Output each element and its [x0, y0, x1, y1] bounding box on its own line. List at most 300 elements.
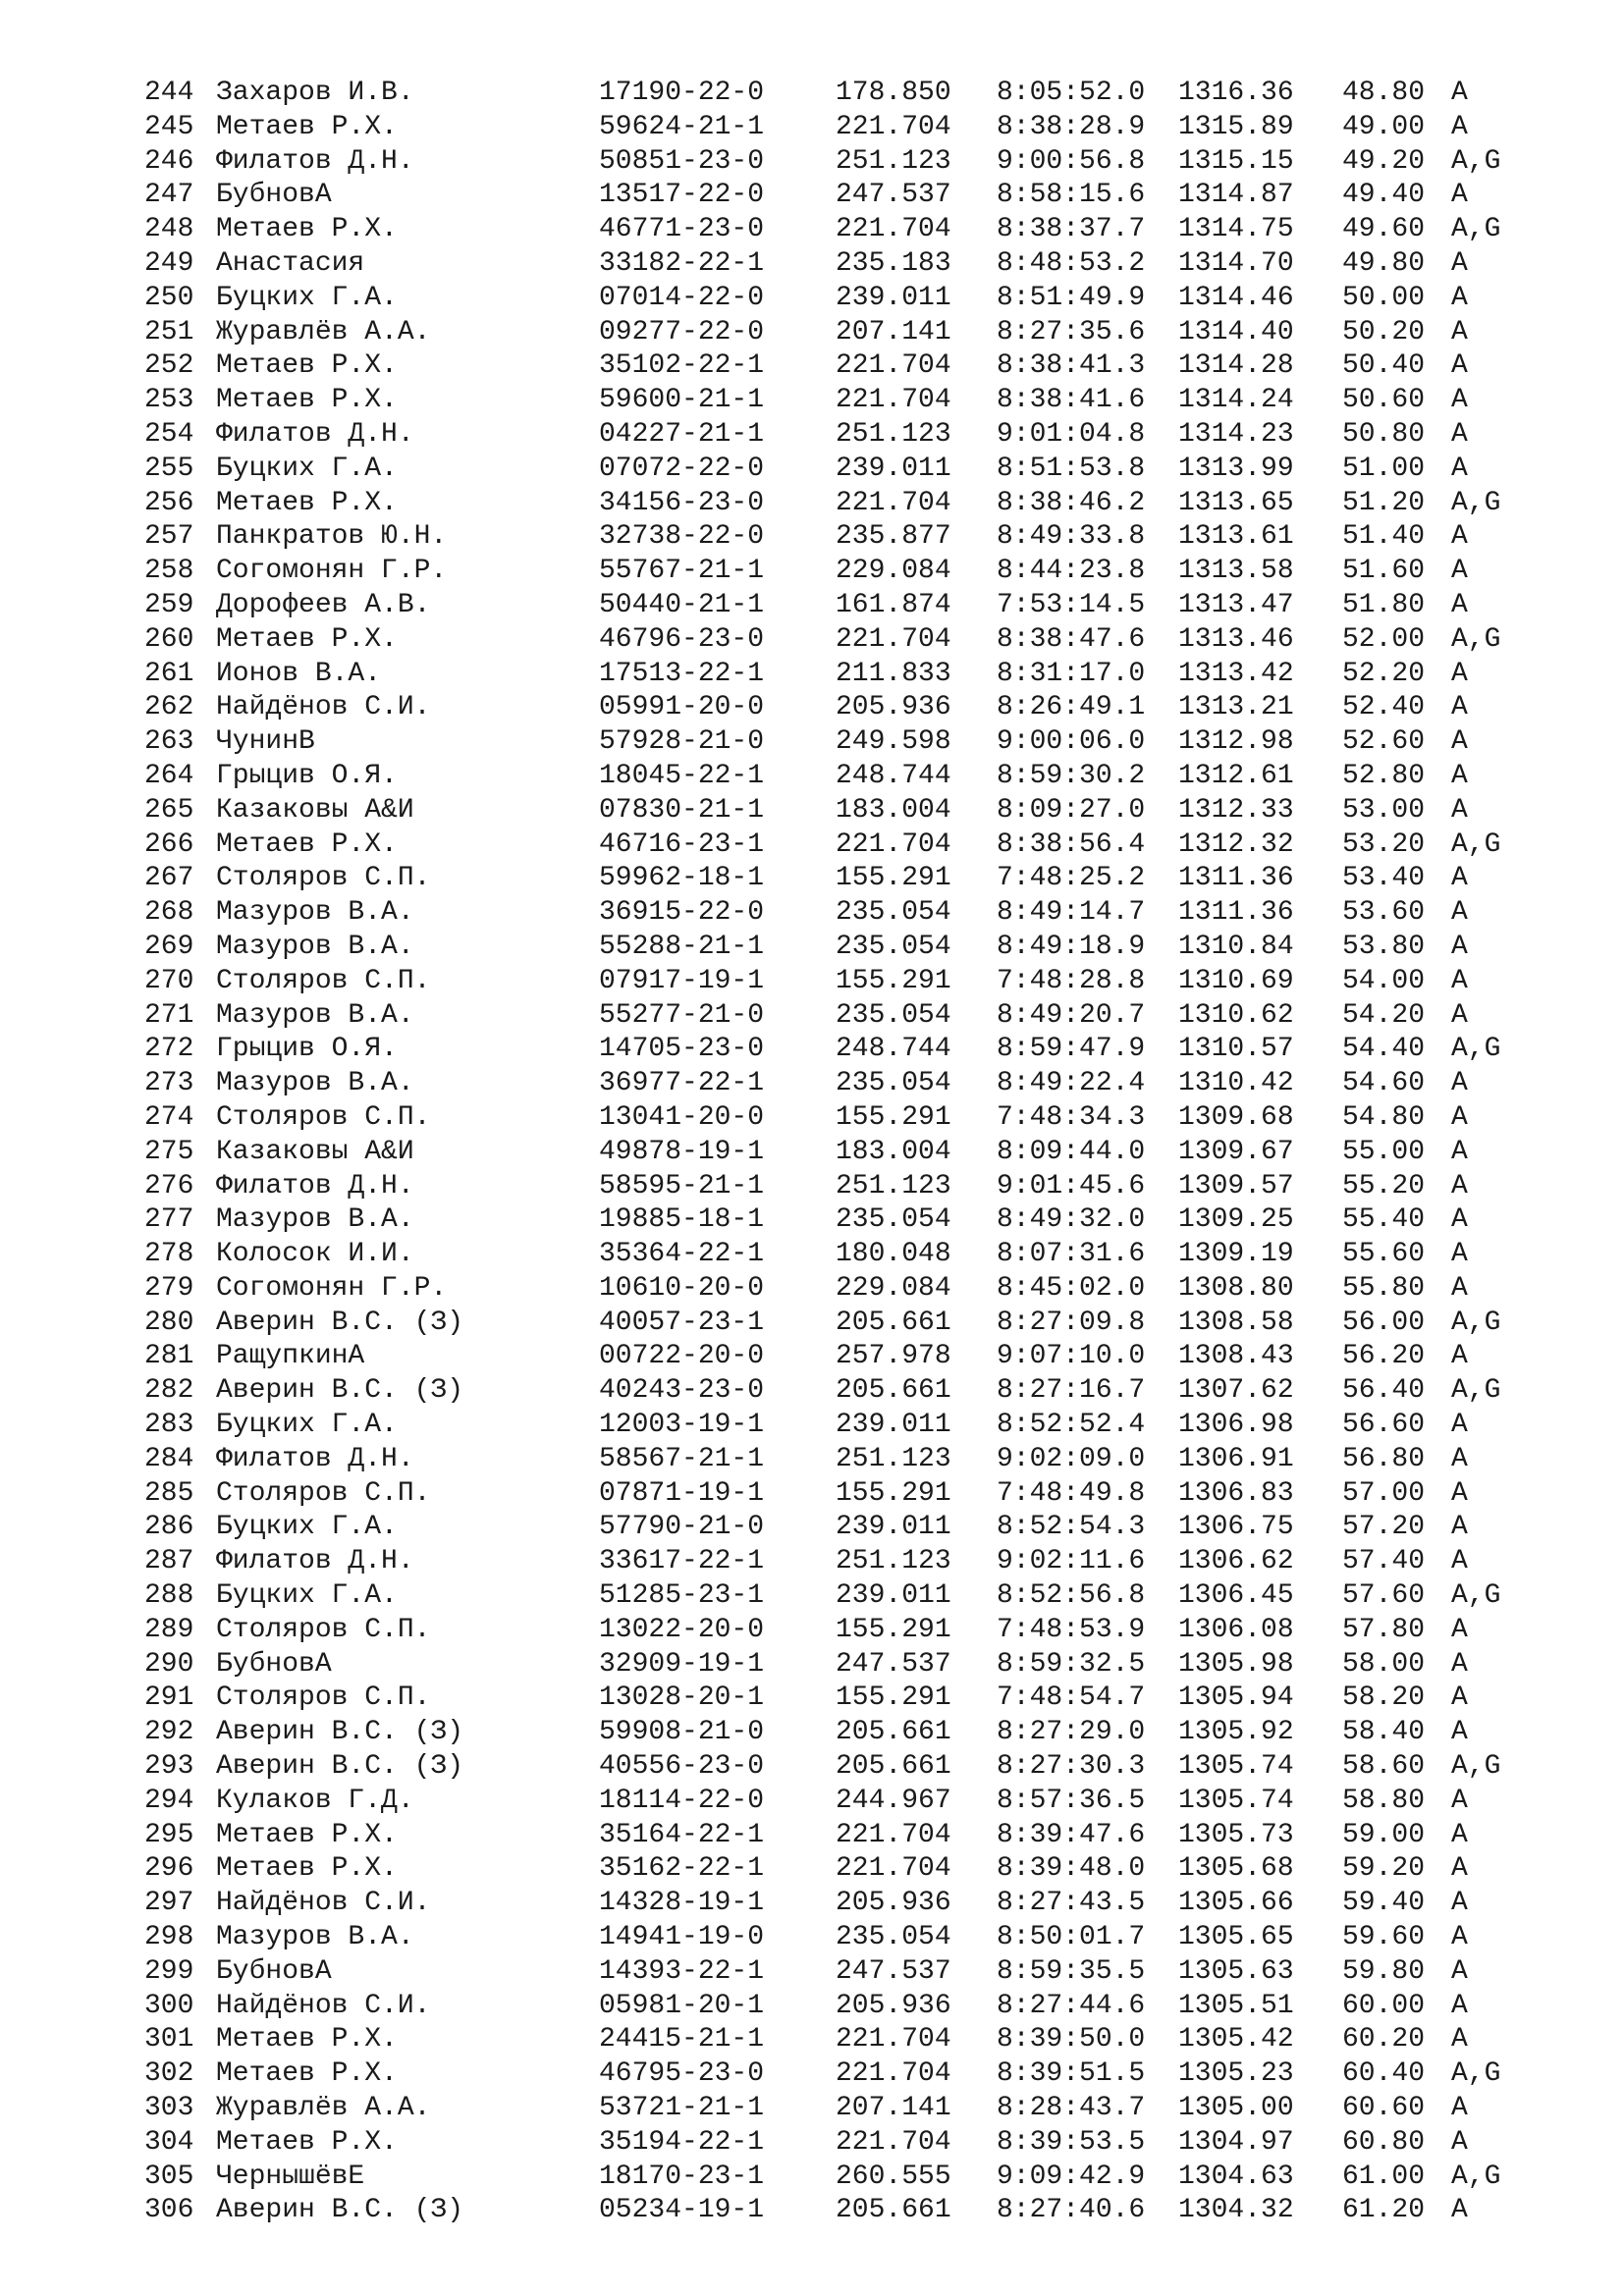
table-row: [144, 145, 1539, 180]
points-cell: 60.20: [1342, 2024, 1426, 2056]
table-row: [144, 1203, 1539, 1238]
points-cell: 55.40: [1342, 1204, 1426, 1236]
name-cell: Мазуров В.А.: [216, 1204, 414, 1236]
speed-cell: 1304.97: [1178, 2126, 1294, 2158]
ring-number-cell: 10610-20-0: [599, 1272, 765, 1304]
table-row: [144, 1443, 1539, 1477]
class-cell: A: [1451, 897, 1468, 929]
name-cell: Ионов В.А.: [216, 658, 382, 689]
ring-number-cell: 13028-20-1: [599, 1682, 765, 1714]
name-cell: Аверин В.С. (З): [216, 1375, 464, 1407]
speed-cell: 1309.25: [1178, 1204, 1294, 1236]
time-cell: 8:57:36.5: [997, 1785, 1146, 1816]
rank-cell: 281: [144, 1341, 194, 1372]
points-cell: 50.60: [1342, 385, 1426, 416]
distance-cell: 221.704: [836, 487, 951, 518]
time-cell: 8:49:22.4: [997, 1068, 1146, 1099]
speed-cell: 1305.68: [1178, 1853, 1294, 1885]
class-cell: A: [1451, 1922, 1468, 1953]
rank-cell: 259: [144, 589, 194, 620]
speed-cell: 1305.23: [1178, 2058, 1294, 2090]
class-cell: A: [1451, 1272, 1468, 1304]
ring-number-cell: 33617-22-1: [599, 1546, 765, 1577]
table-row: [144, 1033, 1539, 1067]
ring-number-cell: 55767-21-1: [599, 556, 765, 587]
speed-cell: 1308.43: [1178, 1341, 1294, 1372]
distance-cell: 247.537: [836, 1955, 951, 1987]
table-row: [144, 111, 1539, 145]
points-cell: 49.20: [1342, 145, 1426, 177]
ring-number-cell: 18114-22-0: [599, 1785, 765, 1816]
time-cell: 8:45:02.0: [997, 1272, 1146, 1304]
speed-cell: 1310.69: [1178, 965, 1294, 996]
rank-cell: 305: [144, 2161, 194, 2192]
time-cell: 9:00:06.0: [997, 726, 1146, 758]
points-cell: 61.00: [1342, 2161, 1426, 2192]
distance-cell: 207.141: [836, 316, 951, 347]
name-cell: Метаев Р.Х.: [216, 214, 398, 245]
points-cell: 55.80: [1342, 1272, 1426, 1304]
rank-cell: 277: [144, 1204, 194, 1236]
points-cell: 58.60: [1342, 1751, 1426, 1783]
distance-cell: 239.011: [836, 453, 951, 484]
time-cell: 9:02:11.6: [997, 1546, 1146, 1577]
distance-cell: 205.661: [836, 1375, 951, 1407]
distance-cell: 155.291: [836, 1682, 951, 1714]
table-row: [144, 896, 1539, 931]
table-row: [144, 1682, 1539, 1716]
rank-cell: 275: [144, 1136, 194, 1167]
class-cell: A: [1451, 1682, 1468, 1714]
points-cell: 59.00: [1342, 1819, 1426, 1850]
table-row: [144, 349, 1539, 384]
speed-cell: 1313.46: [1178, 623, 1294, 655]
speed-cell: 1309.68: [1178, 1101, 1294, 1133]
class-cell: A,G: [1451, 487, 1501, 518]
table-row: [144, 1067, 1539, 1101]
time-cell: 8:39:53.5: [997, 2126, 1146, 2158]
speed-cell: 1311.36: [1178, 897, 1294, 929]
distance-cell: 235.054: [836, 931, 951, 962]
class-cell: A: [1451, 1614, 1468, 1645]
time-cell: 8:09:44.0: [997, 1136, 1146, 1167]
table-row: [144, 1170, 1539, 1204]
time-cell: 8:38:56.4: [997, 828, 1146, 860]
table-row: [144, 931, 1539, 965]
rank-cell: 244: [144, 78, 194, 108]
time-cell: 8:49:32.0: [997, 1204, 1146, 1236]
points-cell: 56.40: [1342, 1375, 1426, 1407]
rank-cell: 253: [144, 385, 194, 416]
time-cell: 8:27:35.6: [997, 316, 1146, 347]
speed-cell: 1308.58: [1178, 1307, 1294, 1338]
class-cell: A,G: [1451, 828, 1501, 860]
points-cell: 59.20: [1342, 1853, 1426, 1885]
class-cell: A: [1451, 2024, 1468, 2056]
speed-cell: 1314.75: [1178, 214, 1294, 245]
name-cell: Найдёнов С.И.: [216, 692, 431, 723]
speed-cell: 1314.23: [1178, 418, 1294, 450]
time-cell: 8:38:41.6: [997, 385, 1146, 416]
table-row: [144, 1307, 1539, 1341]
table-row: [144, 1238, 1539, 1272]
ring-number-cell: 00722-20-0: [599, 1341, 765, 1372]
distance-cell: 235.183: [836, 247, 951, 279]
name-cell: Мазуров В.А.: [216, 1068, 414, 1099]
distance-cell: 155.291: [836, 965, 951, 996]
time-cell: 8:49:20.7: [997, 999, 1146, 1031]
speed-cell: 1304.63: [1178, 2161, 1294, 2192]
table-row: [144, 1990, 1539, 2024]
speed-cell: 1313.58: [1178, 556, 1294, 587]
class-cell: A: [1451, 1068, 1468, 1099]
speed-cell: 1311.36: [1178, 863, 1294, 894]
distance-cell: 205.661: [836, 1751, 951, 1783]
time-cell: 8:39:47.6: [997, 1819, 1146, 1850]
table-row: [144, 623, 1539, 658]
name-cell: Столяров С.П.: [216, 1477, 431, 1509]
table-row: [144, 2194, 1539, 2228]
time-cell: 8:59:30.2: [997, 760, 1146, 791]
points-cell: 55.60: [1342, 1239, 1426, 1270]
ring-number-cell: 53721-21-1: [599, 2093, 765, 2124]
ring-number-cell: 13517-22-0: [599, 180, 765, 211]
name-cell: Столяров С.П.: [216, 863, 431, 894]
points-cell: 50.80: [1342, 418, 1426, 450]
speed-cell: 1308.80: [1178, 1272, 1294, 1304]
name-cell: Буцких Г.А.: [216, 1410, 398, 1441]
time-cell: 8:52:56.8: [997, 1580, 1146, 1612]
rank-cell: 300: [144, 1990, 194, 2021]
speed-cell: 1309.57: [1178, 1170, 1294, 1201]
points-cell: 59.40: [1342, 1888, 1426, 1919]
class-cell: A: [1451, 418, 1468, 450]
ring-number-cell: 17513-22-1: [599, 658, 765, 689]
ring-number-cell: 46796-23-0: [599, 623, 765, 655]
time-cell: 8:59:32.5: [997, 1648, 1146, 1680]
name-cell: Согомонян Г.Р.: [216, 556, 448, 587]
points-cell: 54.20: [1342, 999, 1426, 1031]
rank-cell: 296: [144, 1853, 194, 1885]
class-cell: A: [1451, 2126, 1468, 2158]
class-cell: A: [1451, 1204, 1468, 1236]
table-row: [144, 794, 1539, 828]
points-cell: 60.60: [1342, 2093, 1426, 2124]
distance-cell: 247.537: [836, 180, 951, 211]
speed-cell: 1314.40: [1178, 316, 1294, 347]
distance-cell: 248.744: [836, 760, 951, 791]
speed-cell: 1307.62: [1178, 1375, 1294, 1407]
ring-number-cell: 12003-19-1: [599, 1410, 765, 1441]
table-row: [144, 1101, 1539, 1136]
name-cell: Грыцив О.Я.: [216, 1034, 398, 1065]
speed-cell: 1306.91: [1178, 1443, 1294, 1474]
table-row: [144, 1819, 1539, 1853]
class-cell: A: [1451, 1101, 1468, 1133]
distance-cell: 251.123: [836, 1443, 951, 1474]
name-cell: Колосок И.И.: [216, 1239, 414, 1270]
ring-number-cell: 40057-23-1: [599, 1307, 765, 1338]
name-cell: ЧунинВ: [216, 726, 315, 758]
time-cell: 8:27:09.8: [997, 1307, 1146, 1338]
distance-cell: 205.936: [836, 692, 951, 723]
ring-number-cell: 49878-19-1: [599, 1136, 765, 1167]
rank-cell: 272: [144, 1034, 194, 1065]
distance-cell: 221.704: [836, 2024, 951, 2056]
rank-cell: 304: [144, 2126, 194, 2158]
points-cell: 57.40: [1342, 1546, 1426, 1577]
table-row: [144, 1340, 1539, 1374]
distance-cell: 235.877: [836, 521, 951, 553]
ring-number-cell: 58595-21-1: [599, 1170, 765, 1201]
ring-number-cell: 35364-22-1: [599, 1239, 765, 1270]
distance-cell: 178.850: [836, 78, 951, 108]
table-row: [144, 828, 1539, 863]
ring-number-cell: 36915-22-0: [599, 897, 765, 929]
time-cell: 8:27:44.6: [997, 1990, 1146, 2021]
speed-cell: 1314.28: [1178, 350, 1294, 382]
name-cell: Филатов Д.Н.: [216, 145, 414, 177]
points-cell: 53.00: [1342, 794, 1426, 826]
name-cell: БубновА: [216, 1648, 332, 1680]
speed-cell: 1314.87: [1178, 180, 1294, 211]
points-cell: 54.60: [1342, 1068, 1426, 1099]
table-row: [144, 453, 1539, 487]
table-row: [144, 862, 1539, 896]
points-cell: 49.60: [1342, 214, 1426, 245]
ring-number-cell: 34156-23-0: [599, 487, 765, 518]
distance-cell: 244.967: [836, 1785, 951, 1816]
rank-cell: 252: [144, 350, 194, 382]
distance-cell: 205.661: [836, 1307, 951, 1338]
class-cell: A: [1451, 1512, 1468, 1543]
rank-cell: 268: [144, 897, 194, 929]
ring-number-cell: 05234-19-1: [599, 2195, 765, 2226]
rank-cell: 270: [144, 965, 194, 996]
distance-cell: 207.141: [836, 2093, 951, 2124]
points-cell: 56.60: [1342, 1410, 1426, 1441]
name-cell: Буцких Г.А.: [216, 1580, 398, 1612]
ring-number-cell: 55288-21-1: [599, 931, 765, 962]
time-cell: 9:02:09.0: [997, 1443, 1146, 1474]
ring-number-cell: 59908-21-0: [599, 1717, 765, 1748]
time-cell: 8:05:52.0: [997, 78, 1146, 108]
table-row: [144, 2092, 1539, 2126]
table-row: [144, 1750, 1539, 1785]
points-cell: 52.20: [1342, 658, 1426, 689]
time-cell: 7:48:34.3: [997, 1101, 1146, 1133]
name-cell: Филатов Д.Н.: [216, 1170, 414, 1201]
time-cell: 8:07:31.6: [997, 1239, 1146, 1270]
rank-cell: 261: [144, 658, 194, 689]
class-cell: A,G: [1451, 1375, 1501, 1407]
speed-cell: 1313.65: [1178, 487, 1294, 518]
points-cell: 52.00: [1342, 623, 1426, 655]
distance-cell: 205.936: [836, 1990, 951, 2021]
ring-number-cell: 14941-19-0: [599, 1922, 765, 1953]
distance-cell: 251.123: [836, 1170, 951, 1201]
name-cell: Казаковы А&И: [216, 794, 414, 826]
distance-cell: 257.978: [836, 1341, 951, 1372]
time-cell: 8:27:30.3: [997, 1751, 1146, 1783]
points-cell: 54.40: [1342, 1034, 1426, 1065]
table-row: [144, 77, 1539, 111]
class-cell: A: [1451, 316, 1468, 347]
speed-cell: 1305.42: [1178, 2024, 1294, 2056]
distance-cell: 183.004: [836, 794, 951, 826]
class-cell: A: [1451, 1888, 1468, 1919]
distance-cell: 239.011: [836, 1580, 951, 1612]
rank-cell: 282: [144, 1375, 194, 1407]
time-cell: 8:31:17.0: [997, 658, 1146, 689]
ring-number-cell: 05991-20-0: [599, 692, 765, 723]
class-cell: A: [1451, 1853, 1468, 1885]
time-cell: 9:01:04.8: [997, 418, 1146, 450]
name-cell: Столяров С.П.: [216, 965, 431, 996]
points-cell: 60.80: [1342, 2126, 1426, 2158]
points-cell: 61.20: [1342, 2195, 1426, 2226]
results-table: [144, 77, 1539, 2228]
ring-number-cell: 57928-21-0: [599, 726, 765, 758]
class-cell: A: [1451, 1239, 1468, 1270]
time-cell: 8:38:28.9: [997, 111, 1146, 142]
distance-cell: 221.704: [836, 2058, 951, 2090]
speed-cell: 1313.21: [1178, 692, 1294, 723]
name-cell: Филатов Д.Н.: [216, 1546, 414, 1577]
ring-number-cell: 04227-21-1: [599, 418, 765, 450]
distance-cell: 221.704: [836, 111, 951, 142]
distance-cell: 180.048: [836, 1239, 951, 1270]
name-cell: Анастасия: [216, 247, 365, 279]
class-cell: A: [1451, 589, 1468, 620]
speed-cell: 1310.62: [1178, 999, 1294, 1031]
table-row: [144, 487, 1539, 521]
distance-cell: 248.744: [836, 1034, 951, 1065]
points-cell: 53.60: [1342, 897, 1426, 929]
time-cell: 7:48:53.9: [997, 1614, 1146, 1645]
table-row: [144, 589, 1539, 623]
distance-cell: 239.011: [836, 1512, 951, 1543]
class-cell: A: [1451, 1546, 1468, 1577]
name-cell: Аверин В.С. (З): [216, 2195, 464, 2226]
rank-cell: 250: [144, 282, 194, 313]
name-cell: БубновА: [216, 1955, 332, 1987]
distance-cell: 221.704: [836, 214, 951, 245]
ring-number-cell: 14393-22-1: [599, 1955, 765, 1987]
points-cell: 50.00: [1342, 282, 1426, 313]
table-row: [144, 725, 1539, 760]
points-cell: 50.20: [1342, 316, 1426, 347]
points-cell: 57.80: [1342, 1614, 1426, 1645]
speed-cell: 1305.74: [1178, 1751, 1294, 1783]
time-cell: 7:53:14.5: [997, 589, 1146, 620]
points-cell: 50.40: [1342, 350, 1426, 382]
class-cell: A,G: [1451, 1307, 1501, 1338]
rank-cell: 276: [144, 1170, 194, 1201]
ring-number-cell: 24415-21-1: [599, 2024, 765, 2056]
rank-cell: 303: [144, 2093, 194, 2124]
class-cell: A: [1451, 247, 1468, 279]
distance-cell: 155.291: [836, 1101, 951, 1133]
class-cell: A: [1451, 1341, 1468, 1372]
time-cell: 8:39:50.0: [997, 2024, 1146, 2056]
ring-number-cell: 35102-22-1: [599, 350, 765, 382]
ring-number-cell: 18045-22-1: [599, 760, 765, 791]
points-cell: 59.60: [1342, 1922, 1426, 1953]
time-cell: 8:52:52.4: [997, 1410, 1146, 1441]
class-cell: A: [1451, 556, 1468, 587]
speed-cell: 1314.24: [1178, 385, 1294, 416]
speed-cell: 1310.84: [1178, 931, 1294, 962]
class-cell: A: [1451, 1819, 1468, 1850]
table-row: [144, 2023, 1539, 2057]
speed-cell: 1304.32: [1178, 2195, 1294, 2226]
rank-cell: 285: [144, 1477, 194, 1509]
class-cell: A: [1451, 521, 1468, 553]
distance-cell: 221.704: [836, 350, 951, 382]
name-cell: Журавлёв А.А.: [216, 316, 431, 347]
class-cell: A: [1451, 760, 1468, 791]
table-row: [144, 555, 1539, 589]
rank-cell: 302: [144, 2058, 194, 2090]
name-cell: Метаев Р.Х.: [216, 2126, 398, 2158]
time-cell: 8:38:37.7: [997, 214, 1146, 245]
class-cell: A: [1451, 2195, 1468, 2226]
table-row: [144, 1511, 1539, 1545]
points-cell: 51.80: [1342, 589, 1426, 620]
rank-cell: 294: [144, 1785, 194, 1816]
time-cell: 8:59:47.9: [997, 1034, 1146, 1065]
table-row: [144, 1921, 1539, 1955]
table-row: [144, 2161, 1539, 2195]
table-row: [144, 1374, 1539, 1409]
points-cell: 60.00: [1342, 1990, 1426, 2021]
speed-cell: 1316.36: [1178, 78, 1294, 108]
distance-cell: 251.123: [836, 1546, 951, 1577]
name-cell: Буцких Г.А.: [216, 282, 398, 313]
speed-cell: 1314.70: [1178, 247, 1294, 279]
rank-cell: 269: [144, 931, 194, 962]
rank-cell: 257: [144, 521, 194, 553]
distance-cell: 221.704: [836, 385, 951, 416]
time-cell: 8:38:46.2: [997, 487, 1146, 518]
rank-cell: 251: [144, 316, 194, 347]
name-cell: Найдёнов С.И.: [216, 1990, 431, 2021]
class-cell: A: [1451, 1648, 1468, 1680]
table-row: [144, 1852, 1539, 1887]
class-cell: A: [1451, 282, 1468, 313]
ring-number-cell: 55277-21-0: [599, 999, 765, 1031]
distance-cell: 205.661: [836, 2195, 951, 2226]
ring-number-cell: 40243-23-0: [599, 1375, 765, 1407]
speed-cell: 1313.99: [1178, 453, 1294, 484]
rank-cell: 301: [144, 2024, 194, 2056]
speed-cell: 1305.65: [1178, 1922, 1294, 1953]
speed-cell: 1310.57: [1178, 1034, 1294, 1065]
name-cell: Согомонян Г.Р.: [216, 1272, 448, 1304]
time-cell: 8:49:33.8: [997, 521, 1146, 553]
speed-cell: 1306.83: [1178, 1477, 1294, 1509]
table-row: [144, 247, 1539, 282]
speed-cell: 1312.98: [1178, 726, 1294, 758]
ring-number-cell: 19885-18-1: [599, 1204, 765, 1236]
class-cell: A: [1451, 931, 1468, 962]
table-row: [144, 1716, 1539, 1750]
table-row: [144, 1785, 1539, 1819]
table-row: [144, 658, 1539, 692]
speed-cell: 1305.94: [1178, 1682, 1294, 1714]
class-cell: A: [1451, 1785, 1468, 1816]
